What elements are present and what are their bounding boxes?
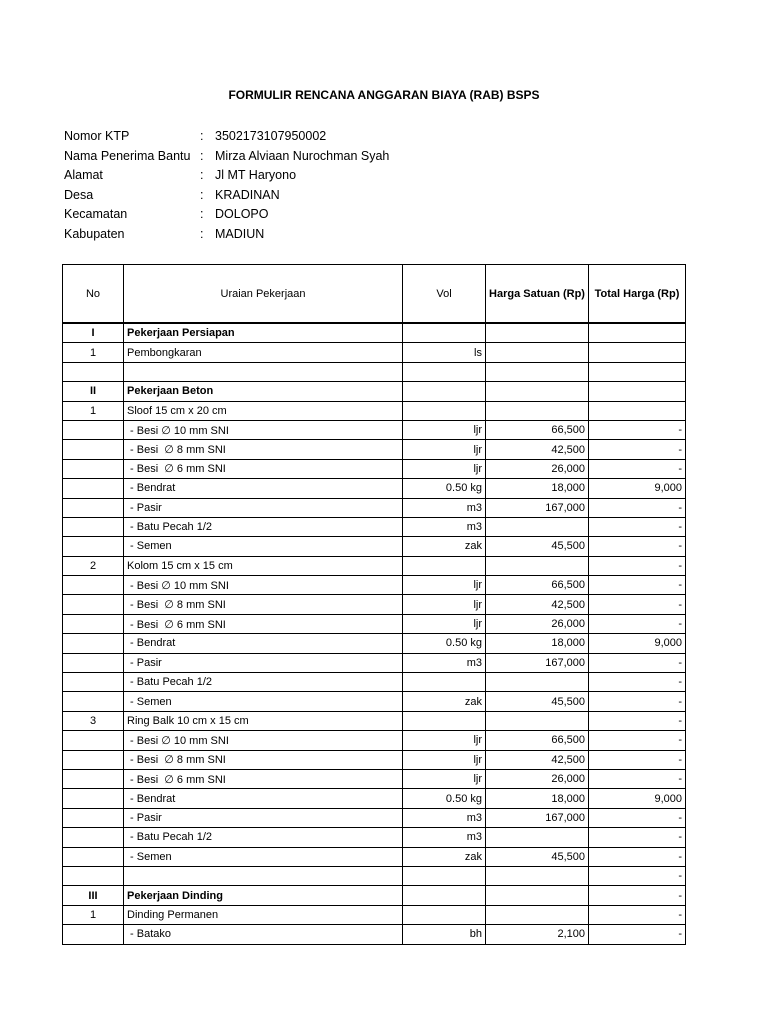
cell-unit-price bbox=[486, 401, 589, 420]
cell-volume bbox=[403, 711, 486, 730]
cell-no bbox=[63, 828, 124, 847]
cell-description: - Pasir bbox=[124, 808, 403, 827]
table-row bbox=[63, 498, 686, 517]
cell-no: II bbox=[63, 382, 124, 401]
cell-description bbox=[124, 866, 403, 885]
info-label: Kecamatan bbox=[64, 207, 128, 222]
cell-unit-price: 45,500 bbox=[486, 847, 589, 866]
cell-total-price: - bbox=[589, 673, 686, 692]
table-row bbox=[63, 343, 686, 362]
cell-unit-price: 18,000 bbox=[486, 789, 589, 808]
cell-no bbox=[63, 459, 124, 478]
cell-no bbox=[63, 750, 124, 769]
table-row bbox=[63, 576, 686, 595]
cell-description: Dinding Permanen bbox=[124, 905, 403, 924]
cell-volume: ljr bbox=[403, 459, 486, 478]
cell-description: - Pasir bbox=[124, 498, 403, 517]
cell-volume bbox=[403, 401, 486, 420]
cell-description: - Besi ∅ 10 mm SNI bbox=[124, 420, 403, 439]
cell-total-price: 9,000 bbox=[589, 634, 686, 653]
cell-total-price: - bbox=[589, 828, 686, 847]
cell-unit-price bbox=[486, 905, 589, 924]
cell-volume: ljr bbox=[403, 614, 486, 633]
table-row bbox=[63, 866, 686, 885]
cell-volume bbox=[403, 866, 486, 885]
cell-volume bbox=[403, 905, 486, 924]
table-row bbox=[63, 537, 686, 556]
cell-no bbox=[63, 537, 124, 556]
cell-no bbox=[63, 498, 124, 517]
cell-total-price: - bbox=[589, 711, 686, 730]
cell-unit-price: 42,500 bbox=[486, 750, 589, 769]
cell-description: - Besi ∅ 8 mm SNI bbox=[124, 750, 403, 769]
cell-unit-price: 66,500 bbox=[486, 420, 589, 439]
info-value: Mirza Alviaan Nurochman Syah bbox=[215, 148, 390, 163]
cell-unit-price: 42,500 bbox=[486, 440, 589, 459]
cell-description: - Besi ∅ 8 mm SNI bbox=[124, 595, 403, 614]
table-row bbox=[63, 323, 686, 343]
rab-table bbox=[62, 264, 686, 945]
info-row-district bbox=[64, 205, 389, 225]
cell-description: - Besi ∅ 10 mm SNI bbox=[124, 576, 403, 595]
cell-total-price: - bbox=[589, 847, 686, 866]
cell-volume bbox=[403, 673, 486, 692]
table-row bbox=[63, 731, 686, 750]
cell-unit-price bbox=[486, 711, 589, 730]
table-row bbox=[63, 556, 686, 575]
cell-no bbox=[63, 420, 124, 439]
header-volume: Vol bbox=[403, 265, 486, 324]
info-row-address bbox=[64, 166, 389, 186]
table-row bbox=[63, 362, 686, 381]
cell-volume: ljr bbox=[403, 595, 486, 614]
cell-volume bbox=[403, 362, 486, 381]
table-row bbox=[63, 905, 686, 924]
table-row bbox=[63, 769, 686, 788]
cell-volume: 0.50 kg bbox=[403, 789, 486, 808]
header-description: Uraian Pekerjaan bbox=[124, 265, 403, 324]
table-row bbox=[63, 711, 686, 730]
info-label: Nama Penerima Bantu bbox=[64, 148, 191, 163]
table-row bbox=[63, 925, 686, 944]
cell-no bbox=[63, 808, 124, 827]
cell-total-price: - bbox=[589, 905, 686, 924]
cell-total-price bbox=[589, 323, 686, 343]
cell-description: - Besi ∅ 6 mm SNI bbox=[124, 769, 403, 788]
table-row bbox=[63, 614, 686, 633]
form-title: FORMULIR RENCANA ANGGARAN BIAYA (RAB) BSPS bbox=[228, 88, 540, 102]
cell-description: - Besi ∅ 8 mm SNI bbox=[124, 440, 403, 459]
table-row bbox=[63, 750, 686, 769]
cell-unit-price bbox=[486, 517, 589, 536]
cell-description: - Batu Pecah 1/2 bbox=[124, 517, 403, 536]
cell-unit-price: 18,000 bbox=[486, 479, 589, 498]
cell-unit-price bbox=[486, 323, 589, 343]
cell-unit-price: 42,500 bbox=[486, 595, 589, 614]
cell-total-price: - bbox=[589, 498, 686, 517]
cell-volume: 0.50 kg bbox=[403, 634, 486, 653]
cell-description: - Bendrat bbox=[124, 479, 403, 498]
cell-total-price: 9,000 bbox=[589, 479, 686, 498]
cell-unit-price: 45,500 bbox=[486, 692, 589, 711]
cell-total-price: - bbox=[589, 731, 686, 750]
cell-total-price: - bbox=[589, 576, 686, 595]
table-header-row bbox=[63, 265, 686, 324]
cell-no bbox=[63, 847, 124, 866]
cell-unit-price bbox=[486, 343, 589, 362]
cell-description: - Pasir bbox=[124, 653, 403, 672]
cell-no bbox=[63, 789, 124, 808]
cell-total-price bbox=[589, 362, 686, 381]
cell-total-price: - bbox=[589, 440, 686, 459]
cell-total-price: - bbox=[589, 614, 686, 633]
info-label: Alamat bbox=[64, 168, 103, 183]
cell-unit-price bbox=[486, 362, 589, 381]
info-colon: : bbox=[200, 187, 204, 202]
cell-volume: m3 bbox=[403, 653, 486, 672]
cell-description: - Semen bbox=[124, 847, 403, 866]
cell-volume: ljr bbox=[403, 750, 486, 769]
cell-volume: ljr bbox=[403, 731, 486, 750]
recipient-info bbox=[64, 127, 389, 245]
cell-total-price: - bbox=[589, 459, 686, 478]
cell-unit-price: 2,100 bbox=[486, 925, 589, 944]
cell-no bbox=[63, 653, 124, 672]
cell-volume: 0.50 kg bbox=[403, 479, 486, 498]
info-colon: : bbox=[200, 148, 204, 163]
cell-unit-price: 167,000 bbox=[486, 653, 589, 672]
table-row bbox=[63, 420, 686, 439]
cell-no bbox=[63, 692, 124, 711]
cell-no bbox=[63, 576, 124, 595]
cell-total-price: - bbox=[589, 750, 686, 769]
info-value: 3502173107950002 bbox=[215, 129, 327, 143]
cell-total-price: - bbox=[589, 808, 686, 827]
info-label: Desa bbox=[64, 187, 94, 202]
info-label: Kabupaten bbox=[64, 226, 125, 241]
cell-no bbox=[63, 634, 124, 653]
cell-no: 3 bbox=[63, 711, 124, 730]
cell-total-price: - bbox=[589, 769, 686, 788]
cell-volume: zak bbox=[403, 692, 486, 711]
cell-total-price: 9,000 bbox=[589, 789, 686, 808]
cell-no bbox=[63, 731, 124, 750]
cell-unit-price bbox=[486, 673, 589, 692]
cell-unit-price bbox=[486, 382, 589, 401]
table-row bbox=[63, 440, 686, 459]
cell-volume: ljr bbox=[403, 440, 486, 459]
table-row bbox=[63, 692, 686, 711]
info-row-ktp bbox=[64, 127, 389, 147]
cell-unit-price: 66,500 bbox=[486, 731, 589, 750]
table-row bbox=[63, 847, 686, 866]
table-row bbox=[63, 886, 686, 905]
header-no: No bbox=[63, 265, 124, 324]
info-value: DOLOPO bbox=[215, 207, 269, 222]
cell-unit-price: 26,000 bbox=[486, 769, 589, 788]
cell-unit-price: 45,500 bbox=[486, 537, 589, 556]
cell-total-price bbox=[589, 382, 686, 401]
cell-total-price: - bbox=[589, 420, 686, 439]
cell-unit-price: 18,000 bbox=[486, 634, 589, 653]
table-row bbox=[63, 479, 686, 498]
cell-unit-price bbox=[486, 886, 589, 905]
cell-no bbox=[63, 479, 124, 498]
cell-volume: zak bbox=[403, 537, 486, 556]
info-label: Nomor KTP bbox=[64, 129, 130, 143]
cell-description: - Besi ∅ 10 mm SNI bbox=[124, 731, 403, 750]
cell-volume: m3 bbox=[403, 517, 486, 536]
cell-description: Pekerjaan Beton bbox=[124, 382, 403, 401]
cell-unit-price bbox=[486, 828, 589, 847]
cell-total-price: - bbox=[589, 517, 686, 536]
cell-total-price: - bbox=[589, 692, 686, 711]
cell-volume bbox=[403, 382, 486, 401]
info-row-village bbox=[64, 186, 389, 206]
cell-volume: ljr bbox=[403, 769, 486, 788]
cell-no: 1 bbox=[63, 343, 124, 362]
info-colon: : bbox=[200, 207, 204, 222]
cell-no bbox=[63, 673, 124, 692]
cell-no bbox=[63, 866, 124, 885]
cell-no bbox=[63, 595, 124, 614]
cell-total-price: - bbox=[589, 595, 686, 614]
cell-no: 1 bbox=[63, 905, 124, 924]
cell-description: - Bendrat bbox=[124, 634, 403, 653]
cell-no bbox=[63, 517, 124, 536]
info-value: Jl MT Haryono bbox=[215, 168, 297, 183]
cell-volume: ls bbox=[403, 343, 486, 362]
cell-unit-price: 167,000 bbox=[486, 808, 589, 827]
table-row bbox=[63, 673, 686, 692]
table-body bbox=[63, 323, 686, 944]
cell-total-price bbox=[589, 343, 686, 362]
cell-no bbox=[63, 362, 124, 381]
cell-no: 1 bbox=[63, 401, 124, 420]
cell-volume bbox=[403, 886, 486, 905]
cell-total-price: - bbox=[589, 653, 686, 672]
cell-total-price bbox=[589, 401, 686, 420]
info-colon: : bbox=[200, 168, 204, 183]
cell-description: Pembongkaran bbox=[124, 343, 403, 362]
cell-description: - Semen bbox=[124, 537, 403, 556]
table-row bbox=[63, 789, 686, 808]
cell-total-price: - bbox=[589, 925, 686, 944]
table-row bbox=[63, 634, 686, 653]
cell-total-price: - bbox=[589, 866, 686, 885]
table-row bbox=[63, 595, 686, 614]
info-row-regency bbox=[64, 225, 389, 245]
cell-description: Pekerjaan Persiapan bbox=[124, 323, 403, 343]
table-row bbox=[63, 517, 686, 536]
cell-total-price: - bbox=[589, 537, 686, 556]
cell-volume: m3 bbox=[403, 498, 486, 517]
cell-volume: ljr bbox=[403, 420, 486, 439]
cell-no bbox=[63, 614, 124, 633]
info-colon: : bbox=[200, 129, 204, 143]
cell-description bbox=[124, 362, 403, 381]
cell-unit-price bbox=[486, 866, 589, 885]
cell-unit-price: 26,000 bbox=[486, 459, 589, 478]
cell-total-price: - bbox=[589, 886, 686, 905]
cell-volume bbox=[403, 323, 486, 343]
cell-volume: bh bbox=[403, 925, 486, 944]
cell-description: - Bendrat bbox=[124, 789, 403, 808]
table-row bbox=[63, 382, 686, 401]
cell-description: - Besi ∅ 6 mm SNI bbox=[124, 459, 403, 478]
cell-no: III bbox=[63, 886, 124, 905]
header-unit-price: Harga Satuan (Rp) bbox=[486, 265, 589, 324]
cell-total-price: - bbox=[589, 556, 686, 575]
cell-volume: m3 bbox=[403, 828, 486, 847]
cell-description: - Batu Pecah 1/2 bbox=[124, 673, 403, 692]
info-value: MADIUN bbox=[215, 226, 265, 241]
cell-no bbox=[63, 769, 124, 788]
table-row bbox=[63, 401, 686, 420]
cell-unit-price: 66,500 bbox=[486, 576, 589, 595]
cell-unit-price: 26,000 bbox=[486, 614, 589, 633]
cell-no: 2 bbox=[63, 556, 124, 575]
cell-unit-price bbox=[486, 556, 589, 575]
cell-volume: ljr bbox=[403, 576, 486, 595]
cell-no bbox=[63, 925, 124, 944]
cell-volume: m3 bbox=[403, 808, 486, 827]
table-row bbox=[63, 459, 686, 478]
cell-description: Ring Balk 10 cm x 15 cm bbox=[124, 711, 403, 730]
table-row bbox=[63, 808, 686, 827]
cell-no bbox=[63, 440, 124, 459]
info-row-name bbox=[64, 147, 389, 167]
cell-unit-price: 167,000 bbox=[486, 498, 589, 517]
table-row bbox=[63, 653, 686, 672]
cell-volume: zak bbox=[403, 847, 486, 866]
cell-description: - Semen bbox=[124, 692, 403, 711]
table-row bbox=[63, 828, 686, 847]
cell-description: Sloof 15 cm x 20 cm bbox=[124, 401, 403, 420]
cell-description: Pekerjaan Dinding bbox=[124, 886, 403, 905]
cell-description: - Batako bbox=[124, 925, 403, 944]
info-colon: : bbox=[200, 226, 204, 241]
cell-description: - Batu Pecah 1/2 bbox=[124, 828, 403, 847]
cell-description: - Besi ∅ 6 mm SNI bbox=[124, 614, 403, 633]
cell-no: I bbox=[63, 323, 124, 343]
cell-volume bbox=[403, 556, 486, 575]
header-total-price: Total Harga (Rp) bbox=[589, 265, 686, 324]
info-value: KRADINAN bbox=[215, 187, 280, 202]
cell-description: Kolom 15 cm x 15 cm bbox=[124, 556, 403, 575]
